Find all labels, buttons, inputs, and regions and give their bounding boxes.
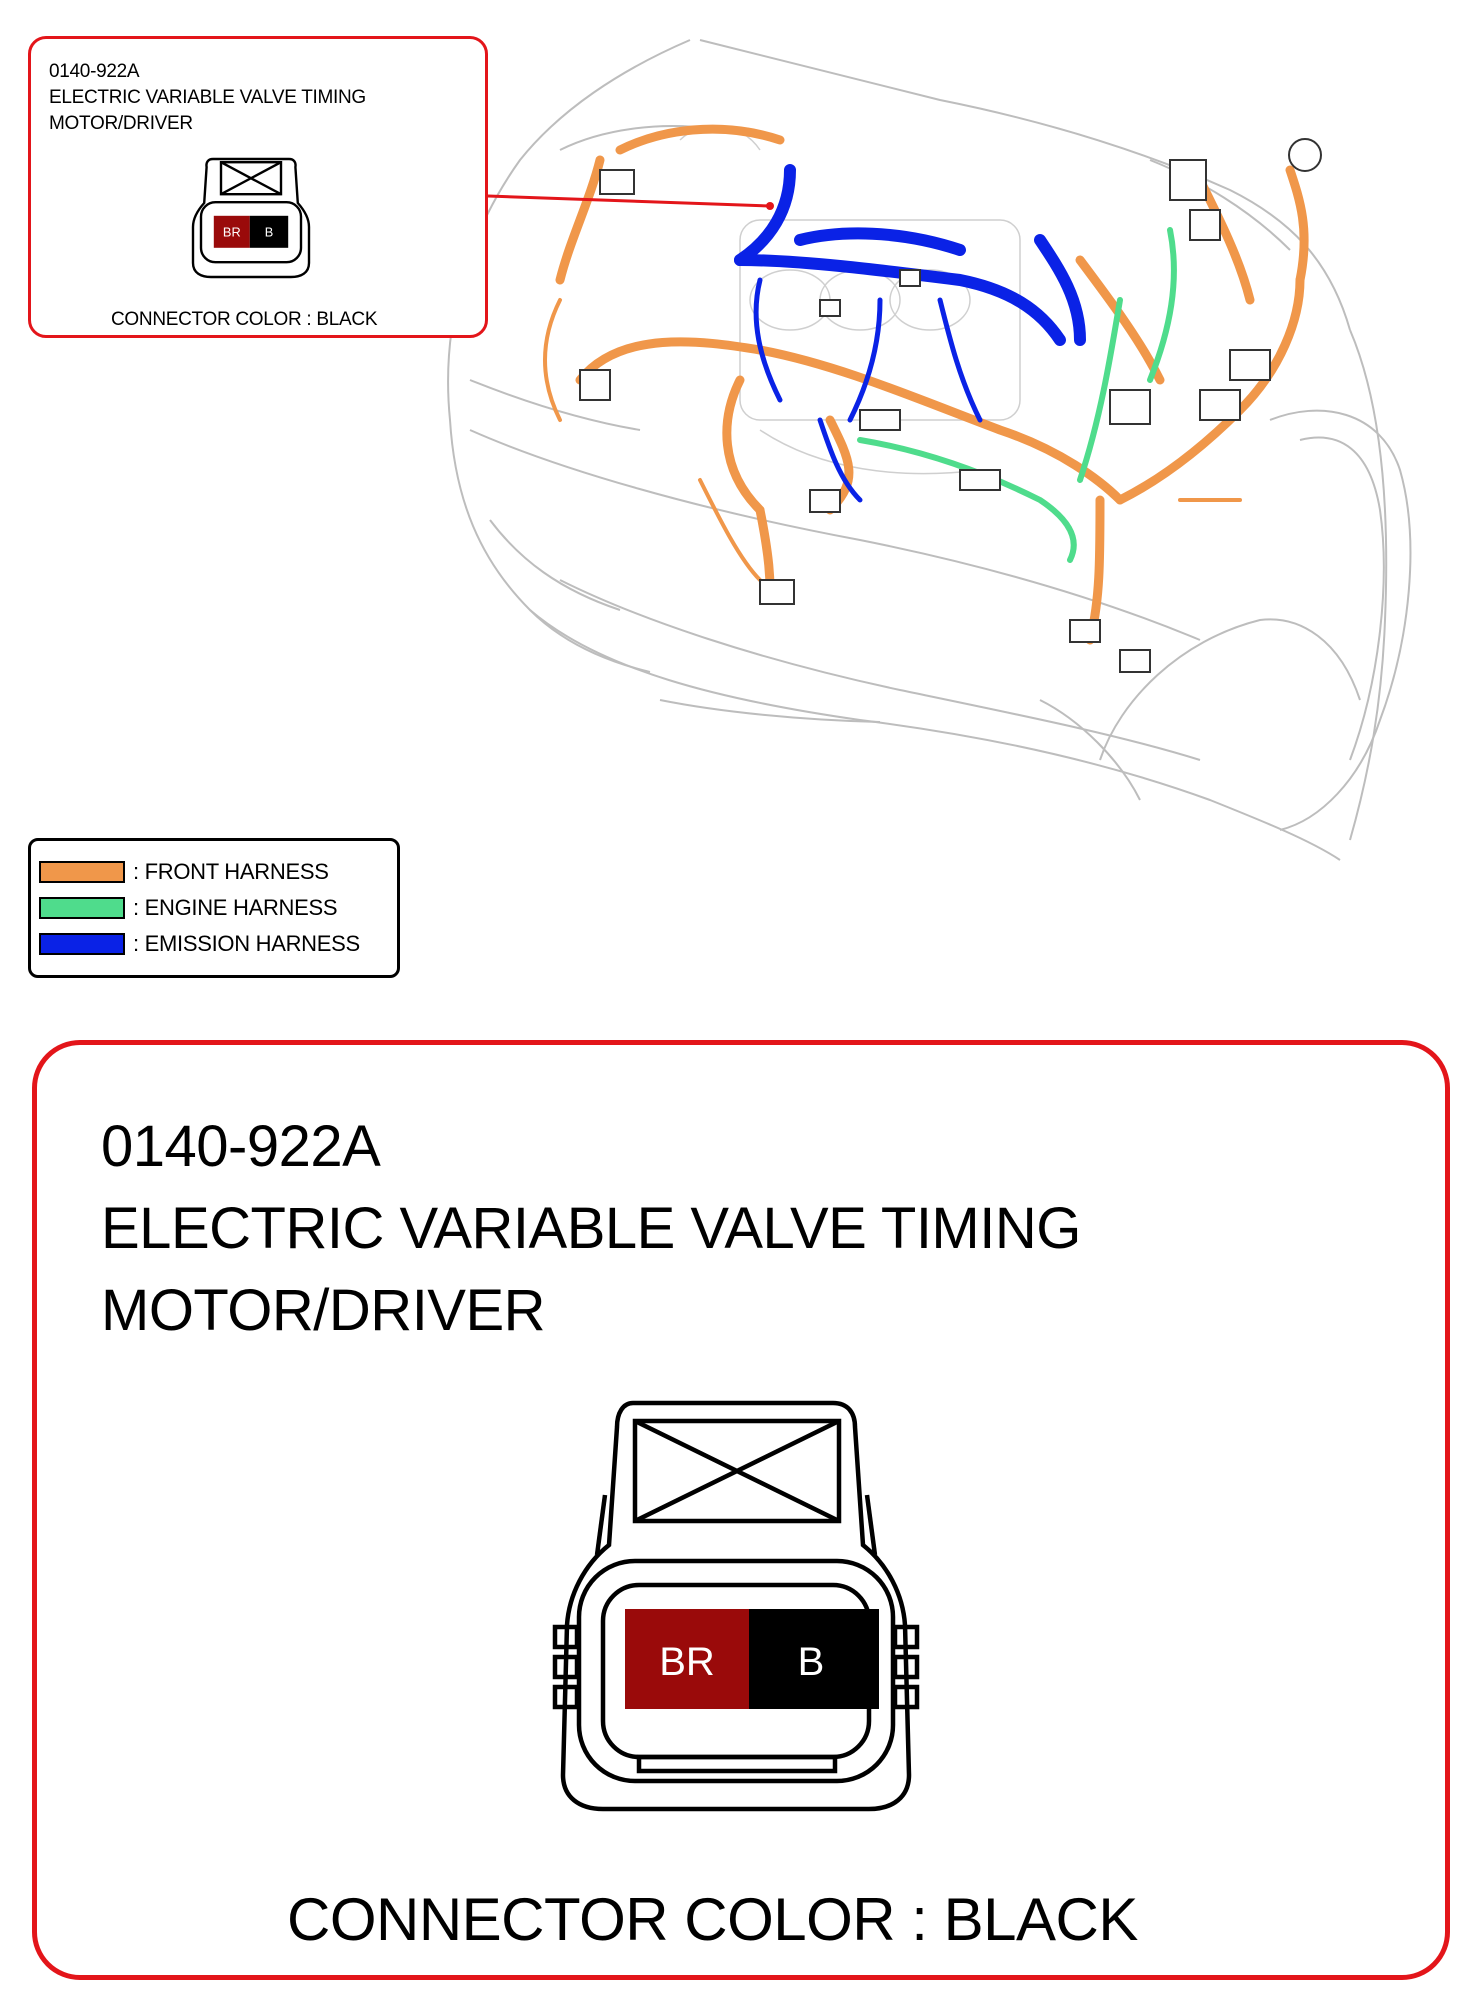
callout-name-line1: ELECTRIC VARIABLE VALVE TIMING (49, 87, 366, 108)
legend-label-emission: : EMISSION HARNESS (133, 931, 360, 956)
legend-swatch-front (39, 861, 125, 883)
connector-callout (28, 36, 488, 338)
connector-detail-panel (32, 1040, 1450, 1980)
emission-harness-thin (756, 280, 980, 500)
leader-line-target (766, 202, 774, 210)
callout-connector-color: CONNECTOR COLOR : BLACK (111, 309, 378, 330)
legend-item-emission (39, 931, 360, 957)
legend-item-engine (39, 895, 337, 921)
detail-pin-br: BR (659, 1640, 715, 1684)
detail-connector-color: CONNECTOR COLOR : BLACK (287, 1886, 1138, 1953)
front-harness-wires (560, 129, 1304, 640)
car-body-outline (448, 40, 1410, 860)
harness-legend (28, 838, 400, 978)
callout-code: 0140-922A (49, 61, 140, 82)
detail-connector-face (543, 1395, 929, 1815)
callout-name-line2: MOTOR/DRIVER (49, 113, 193, 134)
legend-label-engine: : ENGINE HARNESS (133, 895, 338, 920)
detail-name-line1: ELECTRIC VARIABLE VALVE TIMING (101, 1196, 1081, 1261)
legend-label-front: : FRONT HARNESS (133, 859, 329, 884)
legend-item-front (39, 859, 329, 885)
detail-pin-b: B (797, 1640, 825, 1684)
callout-connector-icon (189, 155, 313, 279)
legend-swatch-engine (39, 897, 125, 919)
detail-name-line2: MOTOR/DRIVER (101, 1278, 546, 1343)
leader-line (488, 196, 770, 206)
detail-code: 0140-922A (101, 1114, 381, 1179)
harness-connectors (580, 139, 1321, 672)
callout-pin-br: BR (222, 224, 241, 240)
legend-swatch-emission (39, 933, 125, 955)
callout-pin-b: B (264, 224, 274, 240)
emission-harness-wires (740, 170, 1080, 340)
